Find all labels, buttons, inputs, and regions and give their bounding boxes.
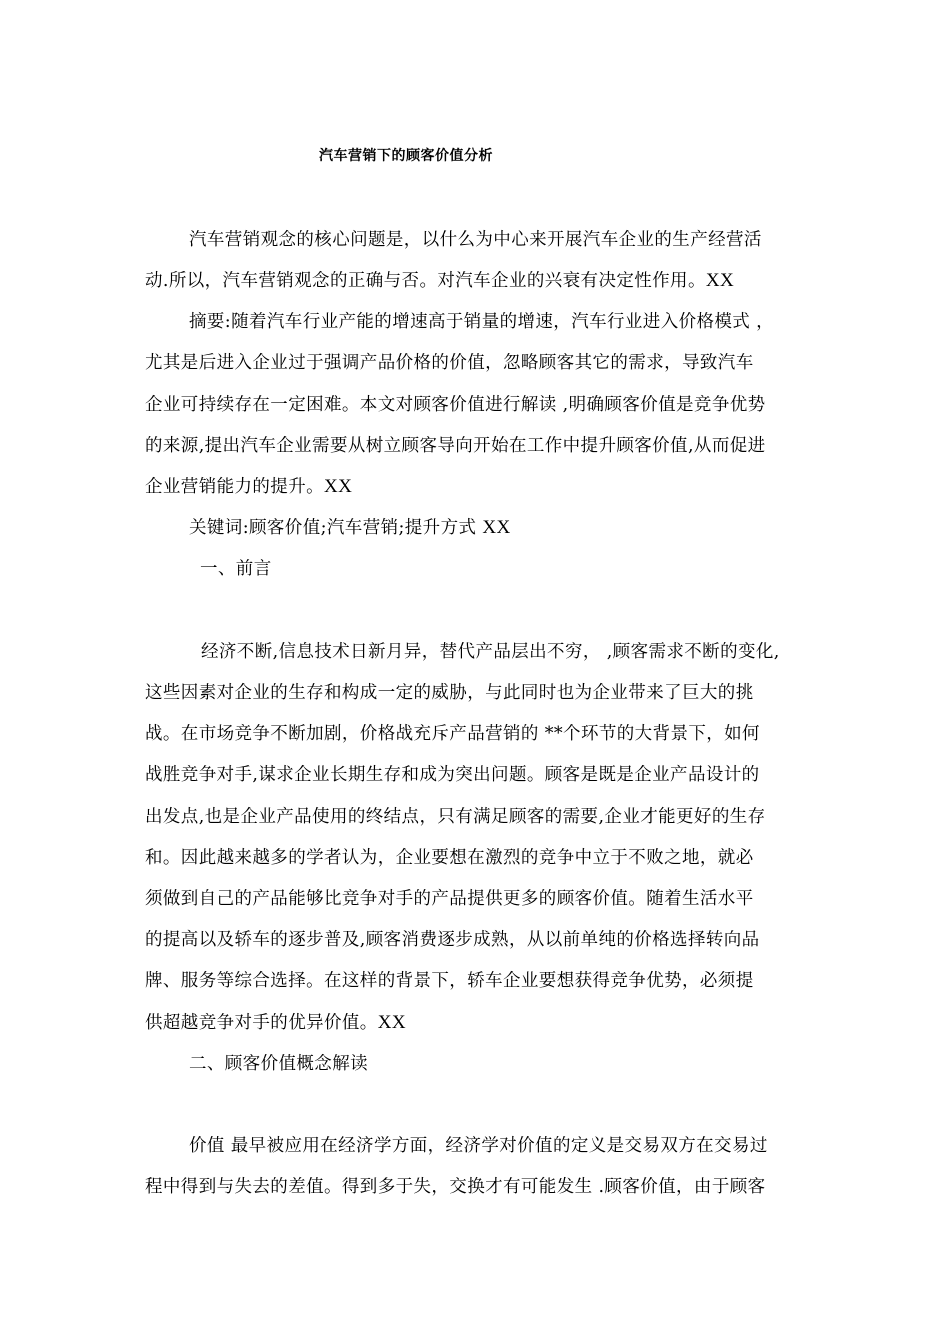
section-1-line-8: 的提高以及轿车的逐步普及,顾客消费逐步成熟，从以前单纯的价格选择转向品: [145, 930, 760, 950]
section-1-line-3: 战。在市场竞争不断加剧，价格战充斥产品营销的 **个环节的大背景下，如何: [145, 724, 760, 744]
section-1-line-6: 和。因此越来越多的学者认为，企业要想在激烈的竞争中立于不败之地，就必: [145, 848, 754, 868]
section-1-line-7: 须做到自己的产品能够比竞争对手的产品提供更多的顾客价值。随着生活水平: [145, 889, 754, 909]
intro-line-2: [145, 270, 734, 292]
section-1-line-9: 牌、服务等综合选择。在这样的背景下，轿车企业要想获得竞争优势，必须提: [145, 971, 754, 991]
section-1-line-2: 这些因素对企业的生存和构成一定的威胁，与此同时也为企业带来了巨大的挑: [145, 683, 754, 703]
section-1-line-5: 出发点,也是企业产品使用的终结点，只有满足顾客的需要,企业才能更好的生存: [145, 807, 766, 827]
section-1-heading: 一、前言: [200, 559, 272, 579]
section-2-heading: 二、顾客价值概念解读: [189, 1054, 368, 1074]
xx-marker: XX: [324, 476, 353, 497]
abstract-line-3: 企业可持续存在一定困难。本文对顾客价值进行解读 ,明确顾客价值是竞争优势: [145, 395, 766, 415]
section-2-line-2: 程中得到与失去的差值。得到多于失，交换才有可能发生 .顾客价值，由于顾客: [145, 1177, 766, 1197]
intro-line-1: 汽车营销观念的核心问题是，以什么为中心来开展汽车企业的生产经营活: [189, 230, 762, 250]
abstract-line-5: [145, 476, 352, 498]
section-2-line-1: 价值 最早被应用在经济学方面，经济学对价值的定义是交易双方在交易过: [189, 1136, 768, 1156]
section-1-line-10: [145, 1012, 406, 1034]
abstract-line-5-text: 企业营销能力的提升。: [145, 477, 324, 497]
xx-marker: XX: [705, 270, 735, 291]
abstract-line-1: 摘要:随着汽车行业产能的增速高于销量的增速，汽车行业进入价格模式 ，: [189, 312, 775, 332]
xx-marker: XX: [377, 1012, 406, 1033]
document-title: 汽车营销下的顾客价值分析: [319, 148, 493, 164]
keywords-line: [189, 517, 511, 539]
abstract-line-4: 的来源,提出汽车企业需要从树立顾客导向开始在工作中提升顾客价值,从而促进: [145, 436, 766, 456]
xx-marker: XX: [482, 517, 511, 538]
section-1-line-4: 战胜竞争对手,谋求企业长期生存和成为突出问题。顾客是既是企业产品设计的: [145, 765, 760, 785]
section-1-line-1: 经济不断,信息技术日新月异，替代产品层出不穷， ,顾客需求不断的变化,: [201, 642, 780, 662]
intro-line-2-text: 动.所以，汽车营销观念的正确与否。对汽车企业的兴衰有决定性作用。: [145, 271, 706, 291]
keywords-text: 关键词:顾客价值;汽车营销;提升方式: [189, 518, 483, 538]
section-1-line-10-text: 供超越竞争对手的优异价值。: [145, 1013, 378, 1033]
abstract-line-2: 尤其是后进入企业过于强调产品价格的价值，忽略顾客其它的需求，导致汽车: [145, 353, 754, 373]
